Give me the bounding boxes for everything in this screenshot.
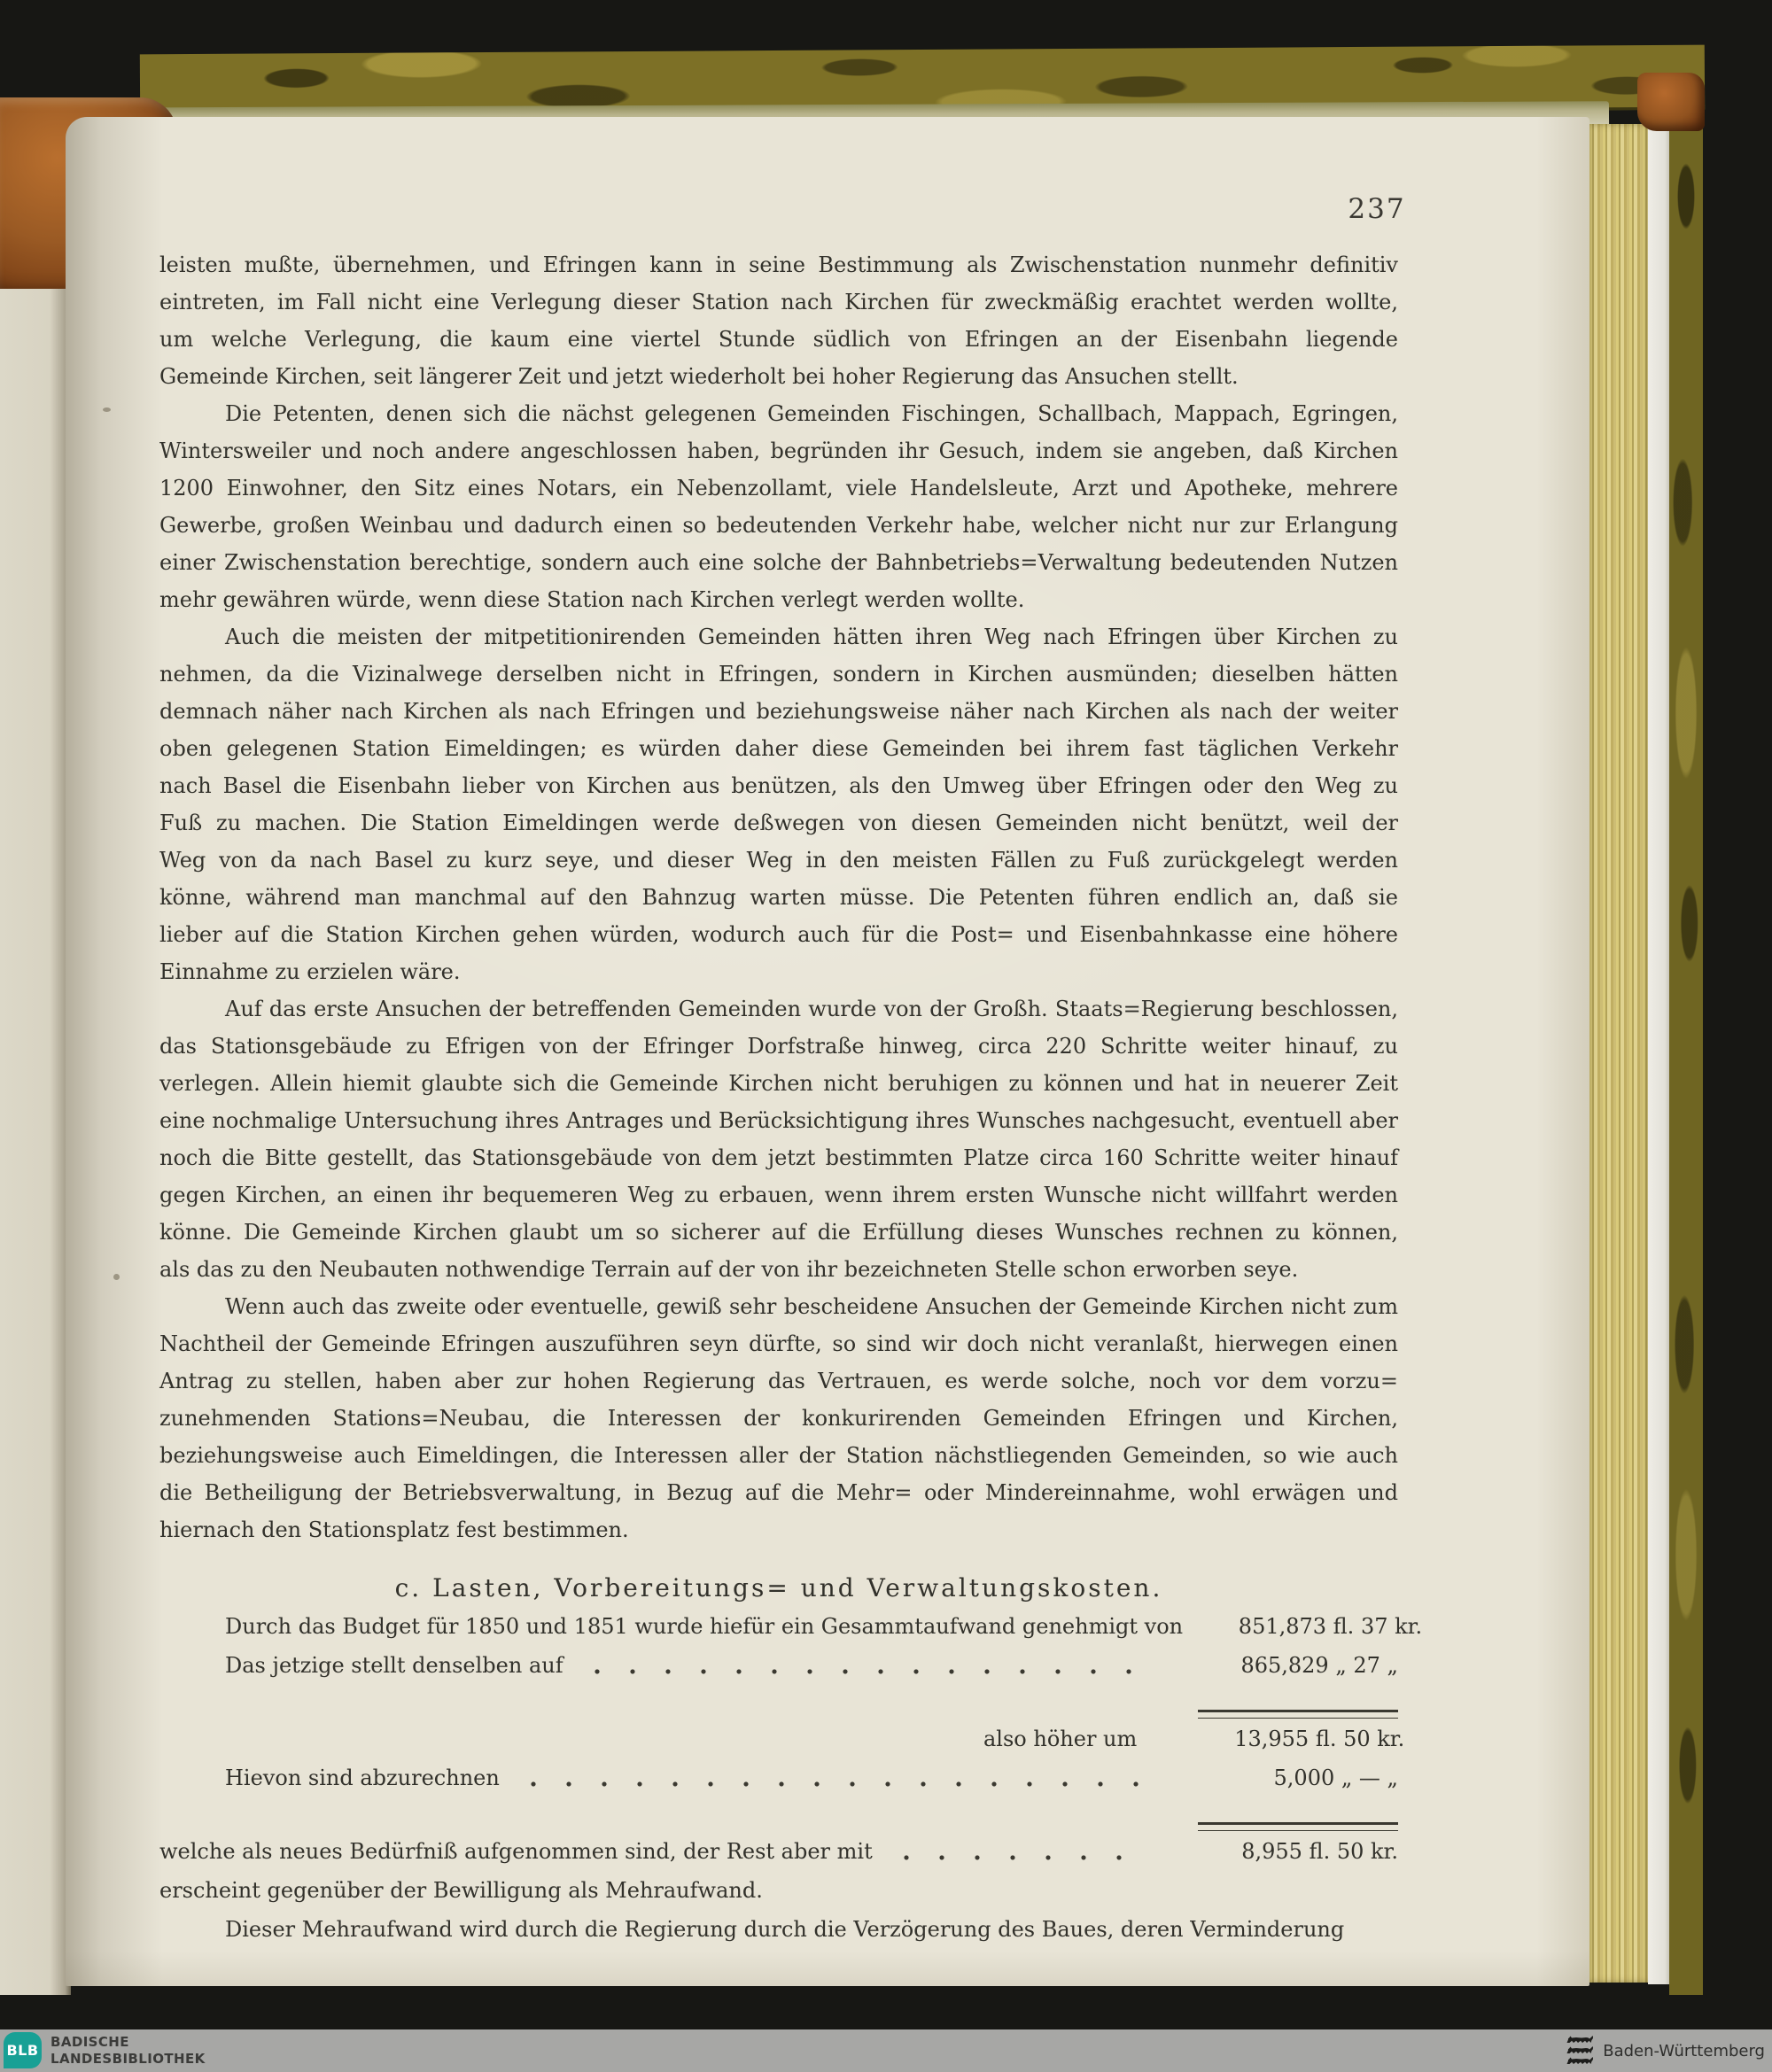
budget-amount: 865,829 „ 27 „ [1240, 1653, 1398, 1678]
budget-row [159, 1758, 1398, 1797]
dot-leader [579, 1667, 1146, 1676]
budget-row-label: Hievon sind abzurechnen [225, 1765, 500, 1790]
text-line: Wenn auch das zweite oder eventuelle, gewiß sehr bescheidene Ansuchen der Gemeinde Kirchen nicht zum [225, 1294, 1398, 1319]
page-speck [103, 407, 111, 412]
text-line: zunehmenden Stations=Neubau, die Interessen der konkurirenden Gemeinden Efringen und Kirchen, [159, 1406, 1398, 1431]
blb-logo-text: BLB [6, 2042, 39, 2059]
text-line: Auch die meisten der mitpetitionirenden Gemeinden hätten ihren Weg nach Efringen über Kirchen zu [225, 625, 1398, 649]
text-line: mehr gewähren würde, wenn diese Station nach Kirchen verlegt werden wollte. [159, 587, 1025, 612]
budget-row-label: also höher um [983, 1727, 1138, 1751]
leather-corner-top-right [1637, 73, 1705, 131]
budget-row [159, 1607, 1423, 1646]
baden-wuerttemberg-coat-of-arms-icon [1566, 2035, 1594, 2067]
text-line: Auf das erste Ansuchen der betreffenden Gemeinden wurde von der Großh. Staats=Regierung beschlossen, [225, 997, 1398, 1021]
library-name-line2: LANDESBIBLIOTHEK [51, 2051, 206, 2067]
book-fore-edge-pages [1589, 124, 1648, 1983]
budget-amount: 13,955 fl. 50 kr. [1234, 1727, 1405, 1751]
budget-amount: 851,873 fl. 37 kr. [1238, 1614, 1423, 1639]
footer-bar [0, 2029, 1772, 2072]
state-branding [1566, 2029, 1765, 2072]
body-text-block [159, 246, 1398, 1548]
budget-text-line: Dieser Mehraufwand wird durch die Regierung durch die Verzögerung des Baues, deren Verminderung [225, 1917, 1345, 1942]
text-line: verlegen. Allein hiemit glaubte sich die Gemeinde Kirchen nicht beruhigen zu können und hat in neuerer Zeit [159, 1071, 1398, 1096]
budget-row [159, 1646, 1398, 1685]
text-line: 1200 Einwohner, den Sitz eines Notars, ein Nebenzollamt, viele Handelsleute, Arzt und Apotheke, mehrere [159, 476, 1398, 501]
facing-page-sliver [0, 289, 71, 1995]
text-line: Antrag zu stellen, haben aber zur hohen Regierung das Vertrauen, es werde solche, noch vor dem vorzu= [159, 1369, 1398, 1393]
text-line: um welche Verlegung, die kaum eine viertel Stunde südlich von Efringen an der Eisenbahn liegende [159, 327, 1398, 352]
text-line: demnach näher nach Kirchen als nach Efringen und beziehungsweise näher nach Kirchen als nach der weiter [159, 699, 1398, 724]
dot-leader [516, 1780, 1146, 1789]
budget-row-label: Durch das Budget für 1850 und 1851 wurde hiefür ein Gesammtaufwand genehmigt von [225, 1614, 1184, 1639]
library-name [51, 2034, 206, 2068]
text-line: könne, während man manchmal auf den Bahnzug warten müsse. Die Petenten führen endlich an, daß sie [159, 885, 1398, 910]
dot-leader [889, 1853, 1146, 1862]
text-line: Einnahme zu erzielen wäre. [159, 959, 461, 984]
sum-rule [1198, 1710, 1398, 1719]
text-line: nach Basel die Eisenbahn lieber von Kirchen aus benützen, als den Umweg über Efringen oder den Weg zu [159, 773, 1398, 798]
text-line: einer Zwischenstation berechtige, sondern auch eine solche der Bahnbetriebs=Verwaltung bedeutenden Nutzen [159, 550, 1398, 575]
text-line: Fuß zu machen. Die Station Eimeldingen werde deßwegen von diesen Gemeinden nicht benützt, weil der [159, 811, 1398, 835]
budget-row-label: Das jetzige stellt denselben auf [225, 1653, 563, 1678]
budget-row-label: welche als neues Bedürfniß aufgenommen sind, der Rest aber mit [159, 1839, 873, 1864]
text-line: Gemeinde Kirchen, seit längerer Zeit und jetzt wiederholt bei hoher Regierung das Ansuchen stellt. [159, 364, 1239, 389]
budget-text-line: erscheint gegenüber der Bewilligung als Mehraufwand. [159, 1878, 763, 1903]
text-line: Nachtheil der Gemeinde Efringen auszuführen seyn dürfte, so sind wir doch nicht veranlaßt, hierwegen einen [159, 1331, 1398, 1356]
book-cover-marbled-edge [1669, 81, 1703, 1995]
text-line: nehmen, da die Vizinalwege derselben nicht in Efringen, sondern in Kirchen ausmünden; dieselben hätten [159, 662, 1398, 687]
text-line: eine nochmalige Untersuchung ihres Antrages und Berücksichtigung ihres Wunsches nachgesucht, eventuell aber [159, 1108, 1398, 1133]
budget-amount: 5,000 „ — „ [1273, 1765, 1398, 1790]
text-line: oben gelegenen Station Eimeldingen; es würden daher diese Gemeinden bei ihrem fast täglichen Verkehr [159, 736, 1398, 761]
text-line: die Betheiligung der Betriebsverwaltung, in Bezug auf die Mehr= oder Mindereinnahme, wohl erwägen und [159, 1480, 1398, 1505]
text-line: Gewerbe, großen Weinbau und dadurch einen so bedeutenden Verkehr habe, welcher nicht nur zur Erlangung [159, 513, 1398, 538]
text-line: noch die Bitte gestellt, das Stationsgebäude von dem jetzt bestimmten Platze circa 160 Schritte weiter hinauf [159, 1145, 1398, 1170]
state-name: Baden-Württemberg [1603, 2041, 1765, 2060]
text-line: könne. Die Gemeinde Kirchen glaubt um so sicherer auf die Erfüllung dieses Wunsches rechnen zu können, [159, 1220, 1398, 1245]
sum-rule [1198, 1822, 1398, 1831]
section-heading: c. Lasten, Vorbereitungs= und Verwaltungskosten. [394, 1573, 1163, 1603]
budget-amount: 8,955 fl. 50 kr. [1241, 1839, 1398, 1864]
text-line: als das zu den Neubauten nothwendige Terrain auf der von ihr bezeichneten Stelle schon erworben seye. [159, 1257, 1299, 1282]
text-line: eintreten, im Fall nicht eine Verlegung dieser Station nach Kirchen für zweckmäßig erachtet werden wollte, [159, 290, 1398, 314]
budget-table [159, 1607, 1423, 1949]
budget-row [159, 1832, 1398, 1871]
library-name-line1: BADISCHE [51, 2034, 129, 2050]
text-line: gegen Kirchen, an einen ihr bequemeren Weg zu erbauen, wenn ihrem ersten Wunsche nicht willfahrt werden [159, 1183, 1398, 1207]
budget-row [159, 1719, 1405, 1758]
text-line: leisten mußte, übernehmen, und Efringen kann in seine Bestimmung als Zwischenstation nunmehr definitiv [159, 252, 1398, 277]
text-line: lieber auf die Station Kirchen gehen würden, wodurch auch für die Post= und Eisenbahnkasse eine höhere [159, 922, 1398, 947]
text-line: Weg von da nach Basel zu kurz seye, und dieser Weg in den meisten Fällen zu Fuß zurückgelegt werden [159, 848, 1398, 873]
protruding-sheet-edge [1648, 120, 1669, 1984]
page-number: 237 [1348, 193, 1406, 225]
page-speck [113, 1274, 120, 1280]
text-line: das Stationsgebäude zu Efrigen von der Efringer Dorfstraße hinweg, circa 220 Schritte weiter hinauf, zu [159, 1034, 1398, 1059]
text-line: Wintersweiler und noch andere angeschlossen haben, begründen ihr Gesuch, indem sie angeben, daß Kirchen [159, 438, 1398, 463]
text-line: beziehungsweise auch Eimeldingen, die Interessen aller der Station nächstliegenden Gemeinden, so wie auch [159, 1443, 1398, 1468]
text-line: hiernach den Stationsplatz fest bestimmen. [159, 1517, 629, 1542]
blb-logo [4, 2032, 42, 2068]
text-line: Die Petenten, denen sich die nächst gelegenen Gemeinden Fischingen, Schallbach, Mappach, Egringen, [225, 401, 1398, 426]
